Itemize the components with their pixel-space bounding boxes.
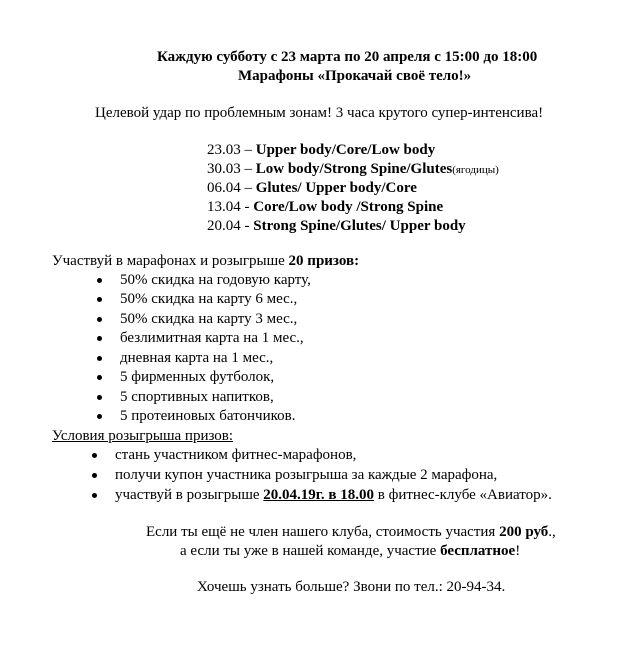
schedule-item: 13.04 - Core/Low body /Strong Spine <box>207 199 444 215</box>
list-item: 50% скидка на карту 3 мес., <box>120 311 298 327</box>
bullet-icon <box>97 395 102 400</box>
list-item: 5 спортивных напитков, <box>120 389 274 405</box>
bullet-icon <box>92 493 97 498</box>
conditions-title: Условия розыгрыша призов: <box>52 428 234 444</box>
schedule-item: 20.04 - Strong Spine/Glutes/ Upper body <box>207 218 466 234</box>
bullet-icon <box>97 317 102 322</box>
bullet-icon <box>92 453 97 458</box>
bullet-icon <box>97 336 102 341</box>
list-item: 5 протеиновых батончиков. <box>120 408 296 424</box>
intro-text: Целевой удар по проблемным зонам! 3 часа крутого супер-интенсива! <box>95 105 544 121</box>
bullet-icon <box>97 356 102 361</box>
bullet-icon <box>97 297 102 302</box>
bullet-icon <box>92 473 97 478</box>
pricing-line-1: Если ты ещё не член нашего клуба, стоимость участия 200 руб., <box>146 524 556 540</box>
list-item: дневная карта на 1 мес., <box>120 350 274 366</box>
list-item: 50% скидка на годовую карту, <box>120 272 311 288</box>
header-line-2: Марафоны «Прокачай своё тело!» <box>238 68 472 84</box>
schedule-item: 30.03 – Low body/Strong Spine/Glutes(ягодицы) <box>207 161 499 177</box>
header-line-1: Каждую субботу с 23 марта по 20 апреля с 15:00 до 18:00 <box>157 49 538 65</box>
prizes-lead: Участвуй в марафонах и розыгрыше 20 призов: <box>52 253 360 269</box>
contact-text: Хочешь узнать больше? Звони по тел.: 20-94-34. <box>197 579 506 595</box>
list-item: стань участником фитнес-марафонов, <box>115 447 357 463</box>
schedule-item: 23.03 – Upper body/Core/Low body <box>207 142 436 158</box>
schedule-item: 06.04 – Glutes/ Upper body/Core <box>207 180 417 196</box>
pricing-line-2: а если ты уже в нашей команде, участие бесплатное! <box>180 543 521 559</box>
list-item: 5 фирменных футболок, <box>120 369 275 385</box>
list-item: получи купон участника розыгрыша за каждые 2 марафона, <box>115 467 498 483</box>
bullet-icon <box>97 375 102 380</box>
bullet-icon <box>97 414 102 419</box>
list-item: участвуй в розыгрыше 20.04.19г. в 18.00 в фитнес-клубе «Авиатор». <box>115 487 552 503</box>
bullet-icon <box>97 278 102 283</box>
list-item: 50% скидка на карту 6 мес., <box>120 291 298 307</box>
list-item: безлимитная карта на 1 мес., <box>120 330 304 346</box>
